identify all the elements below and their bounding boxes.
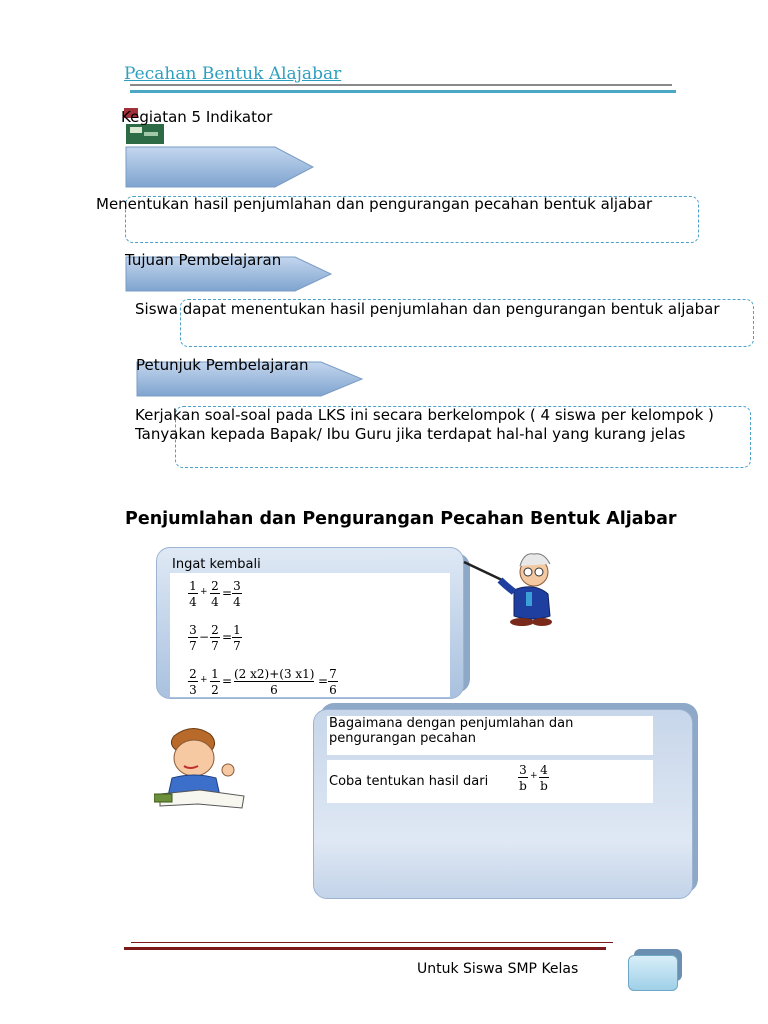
arrow-banner-indikator	[125, 146, 315, 188]
eq3-n2: 1	[211, 667, 219, 681]
kegiatan-label: Kegiatan 5 Indikator	[121, 108, 273, 126]
petunjuk-line-1: Kerjakan soal-soal pada LKS ini secara berkelompok ( 4 siswa per kelompok )	[135, 406, 714, 424]
coba-text: Coba tentukan hasil dari	[329, 774, 489, 789]
eq3-op: +	[200, 675, 208, 685]
question-text: Bagaimana dengan penjumlahan dan pengurangan pecahan	[329, 716, 574, 746]
document-title: Pecahan Bentuk Alajabar	[124, 64, 342, 84]
eq2-equals: =	[222, 630, 233, 644]
eq2-n1: 3	[189, 623, 197, 637]
coba-n2: 4	[540, 763, 548, 777]
indikator-text: Menentukan hasil penjumlahan dan pengurangan pecahan bentuk aljabar	[96, 195, 653, 213]
eq3-n1: 2	[189, 667, 197, 681]
ingat-title: Ingat kembali	[172, 557, 261, 572]
eq2-op: −	[199, 630, 210, 644]
header-rule-blue	[130, 90, 676, 93]
eq3-rd: 6	[329, 683, 337, 697]
student-studying-icon	[154, 726, 250, 810]
eq1-bar1	[188, 593, 198, 594]
footer-rule-thin	[131, 942, 613, 943]
coba-d1: b	[519, 779, 527, 791]
footer-badge	[628, 955, 678, 991]
eq3-d2: 2	[211, 683, 219, 697]
eq2-bar1	[188, 637, 198, 638]
eq3-equals-2: =	[318, 674, 329, 688]
tujuan-text: Siswa dapat menentukan hasil penjumlahan dan pengurangan bentuk aljabar	[135, 300, 720, 318]
eq1-op: +	[200, 587, 208, 597]
coba-bar2	[539, 777, 549, 778]
eq3-bar3	[328, 681, 338, 682]
ingat-inner	[170, 573, 450, 697]
eq2-n2: 2	[211, 623, 219, 637]
eq1-bar3	[232, 593, 242, 594]
eq1-d2: 4	[211, 595, 219, 609]
eq3-bar2	[210, 681, 220, 682]
footer-rule-thick	[124, 947, 606, 950]
eq2-rd: 7	[233, 639, 241, 653]
petunjuk-label: Petunjuk Pembelajaran	[136, 356, 309, 374]
eq2-rn: 1	[233, 623, 241, 637]
eq1-equals: =	[222, 586, 233, 600]
eq3-midd: 6	[270, 683, 278, 697]
eq1-n1: 1	[189, 579, 197, 593]
tujuan-label: Tujuan Pembelajaran	[125, 251, 282, 269]
header-rule-gray	[130, 84, 672, 86]
coba-n1: 3	[519, 763, 527, 777]
teacher-pointing-icon	[462, 552, 558, 630]
eq2-d2: 7	[211, 639, 219, 653]
coba-op: +	[530, 771, 538, 781]
eq2-bar2	[210, 637, 220, 638]
eq3-bar1	[188, 681, 198, 682]
eq3-rn: 7	[329, 667, 337, 681]
eq1-rn: 3	[233, 579, 241, 593]
eq3-bar-mid	[234, 681, 314, 682]
petunjuk-line-2: Tanyakan kepada Bapak/ Ibu Guru jika terdapat hal-hal yang kurang jelas	[135, 425, 686, 443]
section-title: Penjumlahan dan Pengurangan Pecahan Bentuk Aljabar	[125, 509, 677, 529]
eq2-bar3	[232, 637, 242, 638]
coba-fraction	[518, 763, 558, 791]
eq3-equals-1: =	[222, 674, 233, 688]
footer-text: Untuk Siswa SMP Kelas	[417, 961, 579, 977]
eq1-n2: 2	[211, 579, 219, 593]
eq2-d1: 7	[189, 639, 197, 653]
coba-d2: b	[540, 779, 548, 791]
eq1-d1: 4	[189, 595, 197, 609]
eq1-bar2	[210, 593, 220, 594]
coba-bar1	[518, 777, 528, 778]
eq3-d1: 3	[189, 683, 197, 697]
eq1-rd: 4	[233, 595, 241, 609]
eq3-mid: (2 x2)+(3 x1)	[234, 667, 315, 681]
